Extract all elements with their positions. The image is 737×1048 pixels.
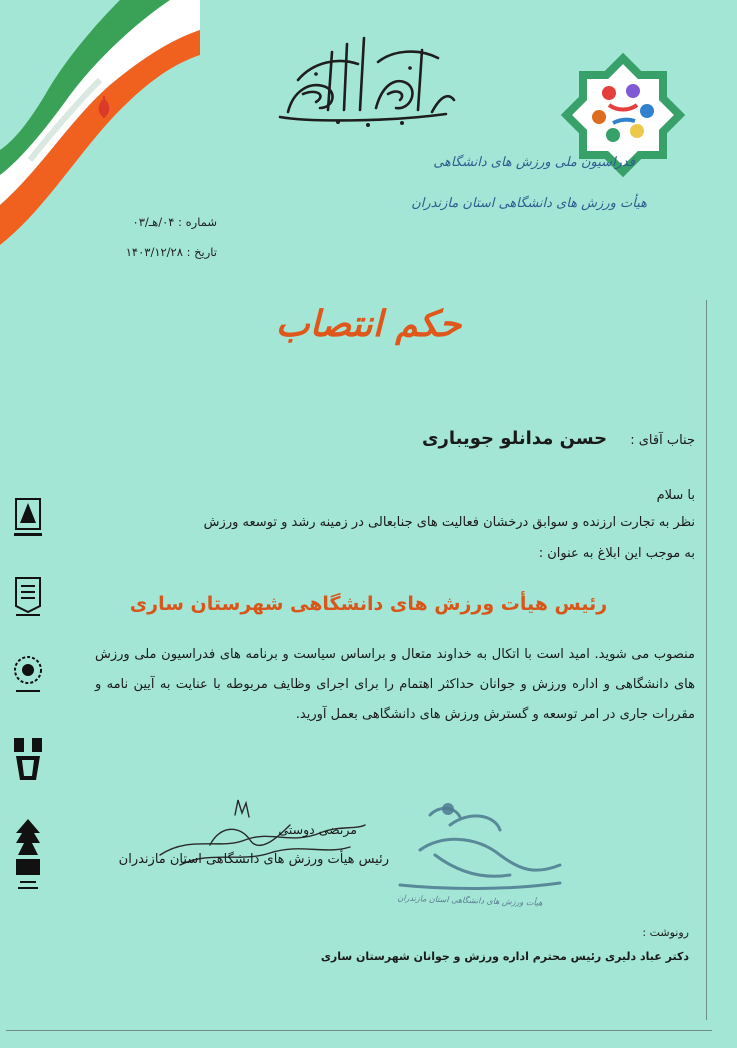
provincial-board-name: هیأت ورزش های دانشگاهی استان مازندران xyxy=(411,196,647,211)
university-logo-4 xyxy=(10,730,46,790)
salutation-label: جناب آقای : xyxy=(630,433,695,448)
frame-line-right xyxy=(706,300,707,1020)
body-line-1: نظر به تجارت ارزنده و سوابق درخشان فعالیت های جنابعالی در زمینه رشد و توسعه ورزش xyxy=(203,515,695,530)
letter-number xyxy=(133,215,217,229)
greeting: با سلام xyxy=(656,488,695,503)
body-paragraph: منصوب می شوید. امید است با اتکال به خداوند متعال و براساس سیاست و برنامه های فدراسیون ملی ورزش های دانشگاهی و اداره ورزش و جوانان حداکثر اهتمام را برای اجرای وظایف مربوطه با عنایت به آیین نامه و مقررات جاری در امر توسعه و گسترش ورزش های دانشگاهی بعمل آورید. xyxy=(95,647,695,722)
number-value: ۰۴/هـ/۰۳ xyxy=(132,215,175,229)
appointed-position: رئیس هیأت ورزش های دانشگاهی شهرستان ساری xyxy=(129,593,608,615)
salutation xyxy=(422,428,695,449)
cc-recipient: دکتر عباد دلیری رئیس محترم اداره ورزش و جوانان شهرستان ساری xyxy=(320,950,689,963)
document-title: حکم انتصاب xyxy=(275,303,462,345)
letter-date xyxy=(126,245,217,259)
university-logo-5 xyxy=(10,815,46,905)
frame-line-bottom xyxy=(6,1030,712,1031)
university-logo-2 xyxy=(10,572,46,620)
recipient-name: حسن مدانلو جویباری xyxy=(422,428,608,449)
cc-label: رونوشت : xyxy=(642,926,689,939)
signer-title: رئیس هیأت ورزش های دانشگاهی استان مازندران xyxy=(118,852,389,867)
federation-name: فدراسیون ملی ورزش های دانشگاهی xyxy=(433,155,635,170)
signer-name: مرتضی دوستی xyxy=(278,822,357,837)
university-logo-3 xyxy=(10,650,46,698)
university-logo-1 xyxy=(10,495,46,543)
date-value: ۱۴۰۳/۱۲/۲۸ xyxy=(125,245,183,259)
date-label: تاریخ : xyxy=(186,245,217,259)
bismillah-calligraphy xyxy=(268,22,458,137)
body-line-2: به موجب این ابلاغ به عنوان : xyxy=(538,546,695,561)
handwritten-signature xyxy=(150,795,370,885)
number-label: شماره : xyxy=(178,215,217,229)
stamp-text: هیأت ورزش های دانشگاهی استان مازندران xyxy=(397,893,543,908)
iran-flag-ribbon xyxy=(0,0,200,250)
